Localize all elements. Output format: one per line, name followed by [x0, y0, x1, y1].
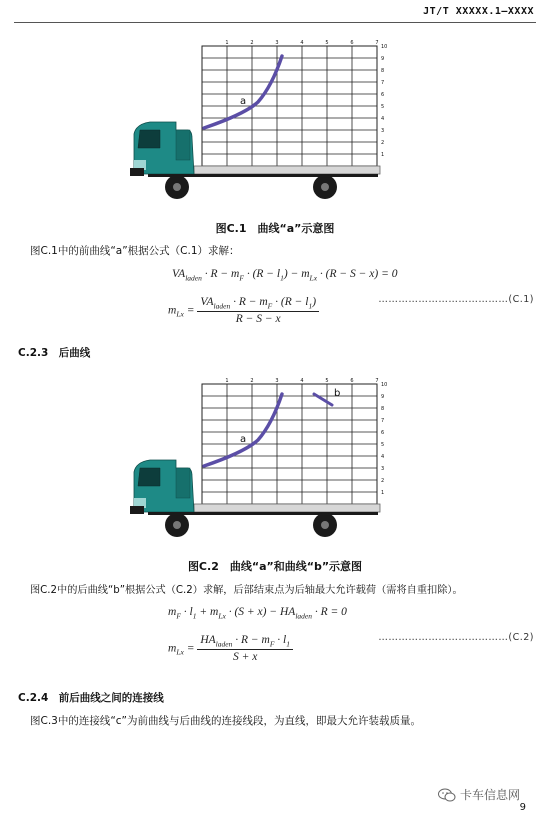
row-number: 8: [381, 68, 385, 74]
row-number: 5: [381, 442, 385, 448]
figure-c2-caption: 图C.2 曲线“a”和曲线“b”示意图: [187, 560, 363, 573]
section-heading-c23: C.2.3 后曲线: [18, 347, 91, 359]
equation-c1-line2: $m_{Lx}$ = $\frac{VA_{laden} \cdot R - m_F \cdot (R - l_1)}{R - S - x}$: [168, 296, 319, 325]
row-number: 7: [381, 80, 385, 86]
paragraph-front-curve: 图C.1中的前曲线“a”根据公式（C.1）求解：: [30, 245, 240, 257]
row-number: 5: [381, 104, 385, 110]
paragraph-connecting-line: 图C.3中的连接线“c”为前曲线与后曲线的连接线段，为直线，即最大允许装载质量。: [30, 715, 422, 727]
curve-label-a: a: [240, 96, 247, 107]
curve-label-b: b: [334, 388, 341, 399]
page-number: 9: [519, 802, 526, 813]
col-number: 7: [375, 378, 379, 384]
row-number: 3: [381, 128, 385, 134]
equation-c2-line1: $m_F \cdot l_1 + m_{Lx} \cdot (S + x) - HA_{laden} \cdot R = 0$: [168, 606, 347, 621]
section-heading-c24: C.2.4 前后曲线之间的连接线: [18, 692, 164, 704]
row-number: 9: [381, 56, 385, 62]
col-number: 5: [325, 378, 329, 384]
row-number: 4: [381, 454, 385, 460]
col-number: 2: [250, 378, 254, 384]
grid-body: [202, 46, 377, 166]
col-number: 3: [275, 378, 279, 384]
col-number: 3: [275, 40, 279, 46]
equation-c1-line1: $VA_{laden} \cdot R - m_F \cdot (R - l_1) - m_{Lx} \cdot (R - S - x) = 0$: [172, 268, 398, 283]
equation-c2-line2: $m_{Lx}$ = $\frac{HA_{laden} \cdot R - m_F \cdot l_1}{S + x}$: [168, 634, 293, 663]
col-number: 1: [225, 40, 229, 46]
row-number: 6: [381, 92, 385, 98]
row-number: 4: [381, 116, 385, 122]
col-number: 4: [300, 378, 304, 384]
col-number: 6: [350, 378, 354, 384]
col-number: 7: [375, 40, 379, 46]
figure-c1-caption: 图C.1 曲线“a”示意图: [215, 222, 335, 235]
col-number: 1: [225, 378, 229, 384]
header-rule: [14, 22, 536, 23]
row-number: 1: [381, 152, 385, 158]
row-number: 2: [381, 478, 385, 484]
grid-body: [202, 384, 377, 504]
col-number: 6: [350, 40, 354, 46]
row-number: 10: [381, 44, 388, 50]
row-number: 1: [381, 490, 385, 496]
row-number: 8: [381, 406, 385, 412]
paragraph-rear-curve: 图C.2中的后曲线“b”根据公式（C.2）求解，后部结束点为后轴最大允许载荷（需将自重扣除）。: [30, 585, 463, 596]
row-number: 6: [381, 430, 385, 436]
col-number: 2: [250, 40, 254, 46]
figure-c2-truck-diagram: [120, 376, 420, 546]
row-number: 7: [381, 418, 385, 424]
row-number: 2: [381, 140, 385, 146]
curve-label-a: a: [240, 434, 247, 445]
equation-c1-number: …………………………………(C.1): [378, 294, 534, 305]
figure-c1-truck-diagram: [120, 38, 420, 208]
standard-code: JT/T XXXXX.1—XXXX: [423, 6, 534, 17]
wechat-icon: [438, 788, 456, 802]
watermark-text: 卡车信息网: [459, 788, 520, 802]
equation-c2-number: …………………………………(C.2): [378, 632, 534, 643]
row-number: 9: [381, 394, 385, 400]
col-number: 5: [325, 40, 329, 46]
col-number: 4: [300, 40, 304, 46]
watermark: [438, 786, 520, 803]
row-number: 10: [381, 382, 388, 388]
row-number: 3: [381, 466, 385, 472]
